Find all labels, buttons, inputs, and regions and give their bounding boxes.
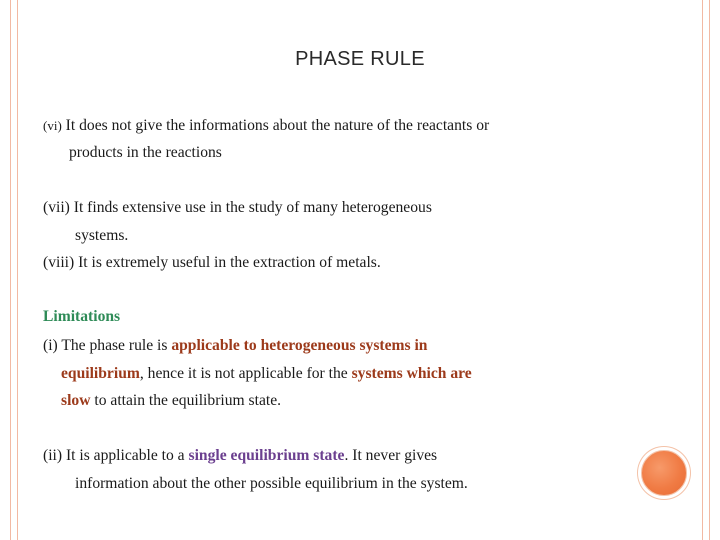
limitation-2-line2: information about the other possible equilibrium in the system. <box>75 475 468 492</box>
limitation-1-post: to attain the equilibrium state. <box>90 392 282 409</box>
slide-title <box>0 48 720 71</box>
limitations-heading: Limitations <box>43 308 121 325</box>
point-vii-line1: (vii) It finds extensive use in the study of many heterogeneous <box>43 199 432 216</box>
point-vi-line1 <box>43 116 489 136</box>
limitation-1-line3 <box>61 391 281 411</box>
point-vi-marker: (vi) <box>43 118 62 133</box>
limitation-1-mid: , hence it is not applicable for the <box>139 365 352 382</box>
limitation-1-pre: (i) The phase rule is <box>43 337 172 354</box>
limitation-2-post: . It never gives <box>344 447 438 464</box>
point-vii-line2: systems. <box>75 227 129 244</box>
right-border-decoration <box>702 0 710 540</box>
limitation-1-highlight3: systems which are <box>351 365 472 382</box>
orange-circle-decoration <box>641 450 687 496</box>
point-vi-text: It does not give the informations about the nature of the reactants or <box>61 117 490 134</box>
limitation-1-highlight1: applicable to heterogeneous systems in <box>171 337 428 354</box>
limitation-1-line2 <box>61 364 472 384</box>
point-vi-line2: products in the reactions <box>69 144 222 161</box>
limitation-2-highlight: single equilibrium state <box>188 447 345 464</box>
slide-title-text: PHASE RULE <box>295 48 425 70</box>
limitation-2-line1 <box>43 446 437 466</box>
limitation-1-line1 <box>43 336 427 356</box>
limitation-1-highlight2: equilibrium <box>61 365 140 382</box>
limitation-1-highlight4: slow <box>61 392 91 409</box>
point-viii-line1: (viii) It is extremely useful in the extraction of metals. <box>43 254 381 271</box>
left-border-decoration <box>10 0 18 540</box>
limitation-2-pre: (ii) It is applicable to a <box>43 447 189 464</box>
